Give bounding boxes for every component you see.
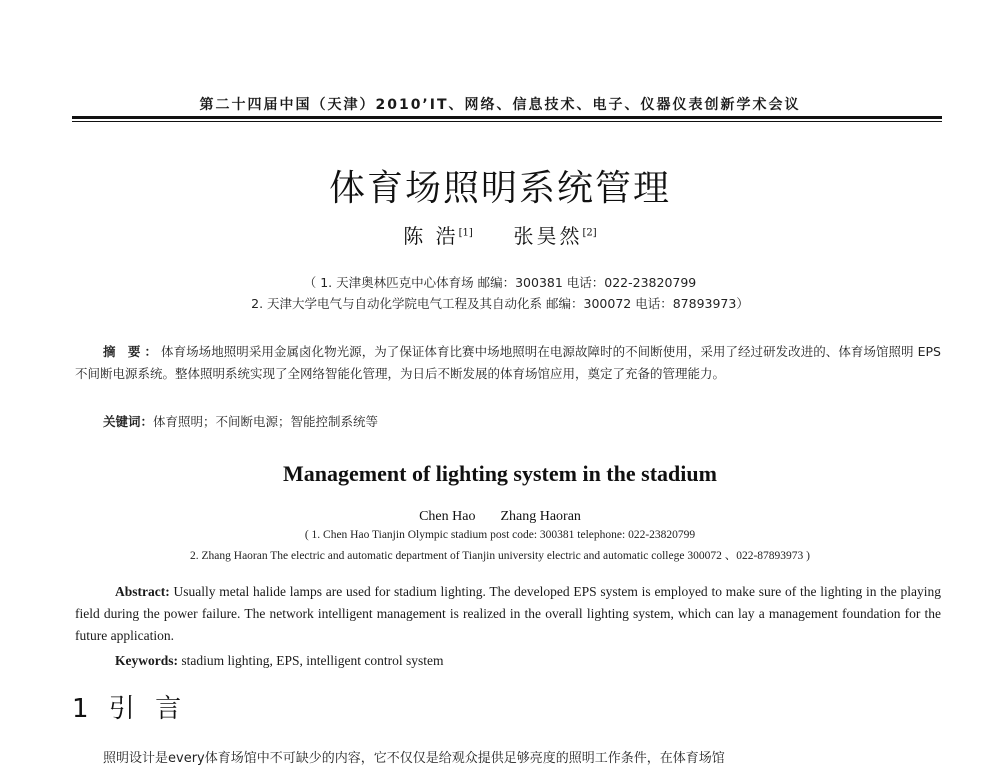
affiliation-cn-2: 2. 天津大学电气与自动化学院电气工程及其自动化系 邮编：300072 电话：87893973） bbox=[251, 296, 749, 311]
abstract-cn bbox=[75, 341, 941, 385]
abstract-cn-text: 体育场场地照明采用金属卤化物光源，为了保证体育比赛中场地照明在电源故障时的不间断使用，采用了经过研发改进的、体育场馆照明 EPS 不间断电源系统。整体照明系统实现了全网络智能化管理，为日后不断发展的体育场馆应用，奠定了充备的管理能力。 bbox=[75, 344, 941, 381]
paper-title-cn: 体育场照明系统管理 bbox=[328, 168, 671, 209]
abstract-en bbox=[75, 581, 941, 647]
author-ref: [2] bbox=[582, 227, 597, 239]
keywords-cn-label: 关键词： bbox=[103, 414, 154, 429]
author-name-en: Zhang Haoran bbox=[500, 509, 581, 524]
authors-en bbox=[0, 509, 1000, 525]
author-name: 张昊然 bbox=[513, 224, 583, 248]
abstract-cn-label: 摘 要： bbox=[103, 344, 162, 359]
authors-cn bbox=[0, 220, 1000, 249]
body-text-cut-line: 照明设计是every体育场馆中不可缺少的内容，它不仅仅是给观众提供足够亮度的照明工作条件，在体育场馆 bbox=[103, 751, 725, 766]
header-rule bbox=[72, 116, 942, 119]
abstract-en-label: Abstract: bbox=[115, 584, 170, 599]
header-rule-thin bbox=[72, 121, 942, 122]
keywords-cn-text: 体育照明；不间断电源；智能控制系统等 bbox=[153, 414, 379, 429]
affiliation-en-2: 2. Zhang Haoran The electric and automatic department of Tianjin university electric and automatic college 300072 、022-87893973 ) bbox=[190, 550, 810, 562]
author-name-en: Chen Hao bbox=[419, 509, 476, 524]
author-ref: [1] bbox=[458, 227, 473, 239]
author-name: 陈 浩 bbox=[403, 224, 459, 248]
abstract-en-text: Usually metal halide lamps are used for stadium lighting. The developed EPS system is employed to make sure of the lighting in the playing field during the power failure. The network intelligent management is realized in the overall lighting system, which can lay a management foundation for the future application. bbox=[75, 584, 941, 643]
keywords-en-text: stadium lighting, EPS, intelligent control system bbox=[178, 653, 444, 668]
paper-title-en: Management of lighting system in the stadium bbox=[283, 461, 717, 486]
affiliation-cn-1: （ 1. 天津奥林匹克中心体育场 邮编：300381 电话：022-23820799 bbox=[303, 275, 697, 290]
affiliation-en-1: ( 1. Chen Hao Tianjin Olympic stadium post code: 300381 telephone: 022-23820799 bbox=[304, 529, 696, 541]
conference-header: 第二十四届中国（天津）2010’IT、网络、信息技术、电子、仪器仪表创新学术会议 bbox=[199, 97, 801, 113]
section-heading-introduction: 1 引 言 bbox=[72, 694, 188, 724]
keywords-en-label: Keywords: bbox=[115, 653, 178, 668]
keywords-en bbox=[75, 650, 941, 672]
keywords-cn bbox=[75, 411, 941, 433]
